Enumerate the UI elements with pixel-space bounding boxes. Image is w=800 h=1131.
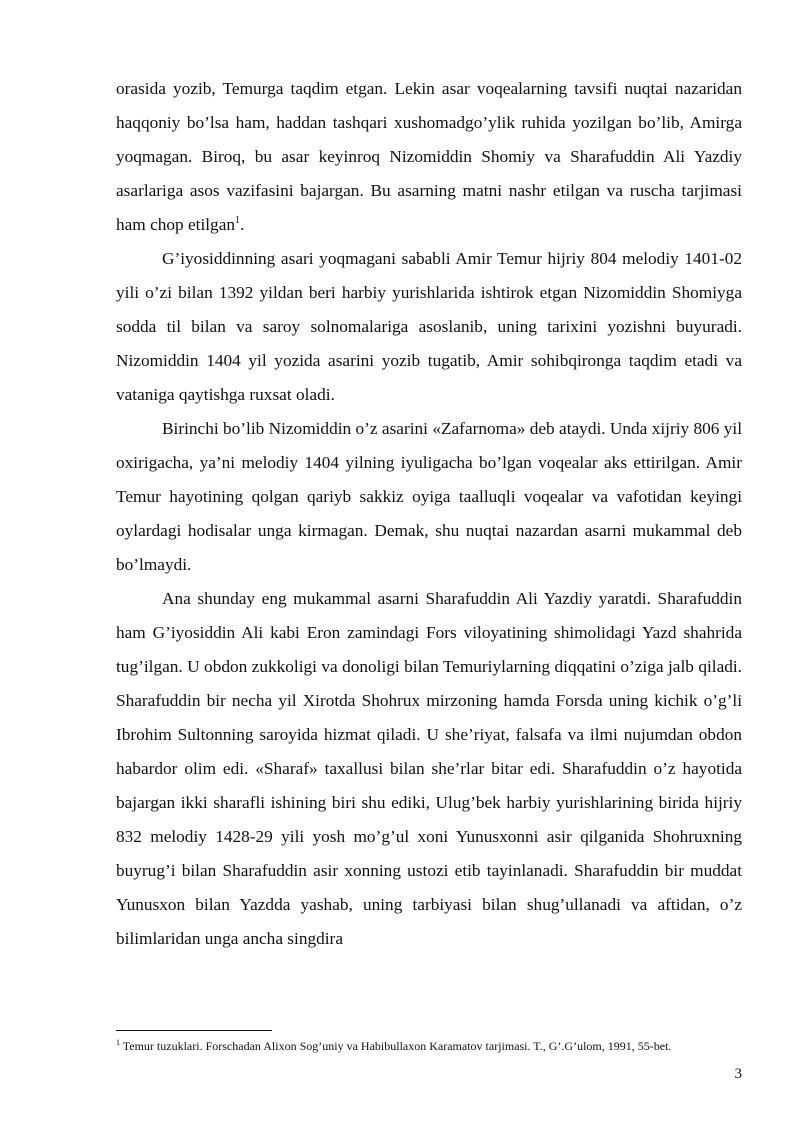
paragraph-1-end: . xyxy=(240,215,245,234)
paragraph-1 xyxy=(116,72,742,242)
paragraph-3: Birinchi bo’lib Nizomiddin o’z asarini «Zafarnoma» deb ataydi. Unda xijriy 806 yil oxirigacha, ya’ni melodiy 1404 yilning iyuligacha bo’lgan voqealar aks ettirilgan. Amir Temur hayotining qolgan qariyb sakkiz oyiga taalluqli voqealar va vafotidan keyingi oylardagi hodisalar unga kirmagan. Demak, shu nuqtai nazardan asarni mukammal deb bo’lmaydi. xyxy=(116,419,742,574)
footnote-marker: 1 xyxy=(116,1038,120,1047)
paragraph-2: G’iyosiddinning asari yoqmagani sababli Amir Temur hijriy 804 melodiy 1401-02 yili o’zi bilan 1392 yildan beri harbiy yurishlarida ishtirok etgan Nizomiddin Shomiyga sodda til bilan va saroy solnomalariga asoslanib, uning tarixini yozishni buyuradi. Nizomiddin 1404 yil yozida asarini yozib tugatib, Amir sohibqironga taqdim etadi va vataniga qaytishga ruxsat oladi. xyxy=(116,249,742,404)
footnote-separator xyxy=(116,1030,272,1031)
paragraph-4: Ana shunday eng mukammal asarni Sharafuddin Ali Yazdiy yaratdi. Sharafuddin ham G’iyosiddin Ali kabi Eron zamindagi Fors viloyatining shimolidagi Yazd shahrida tug’ilgan. U obdon zukkoligi va donoligi bilan Temuriylarning diqqatini o’ziga jalb qiladi. Sharafuddin bir necha yil Xirotda Shohrux mirzoning hamda Forsda uning kichik o’g’li Ibrohim Sultonning saroyida hizmat qiladi. U she’riyat, falsafa va ilmi nujumdan obdon habardor olim edi. «Sharaf» taxallusi bilan she’rlar bitar edi. Sharafuddin o’z hayotida bajargan ikki sharafli ishining biri shu ediki, Ulug’bek harbiy yurishlarining birida hijriy 832 melodiy 1428-29 yili yosh mo’g’ul xoni Yunusxonni asir qilganida Shohruxning buyrug’i bilan Sharafuddin asir xonning ustozi etib tayinlanadi. Sharafuddin bir muddat Yunusxon bilan Yazdda yashab, uning tarbiyasi bilan shug’ullanadi va aftidan, o’z bilimlaridan unga ancha singdira xyxy=(116,589,742,948)
paragraph-1-text: orasida yozib, Temurga taqdim etgan. Lekin asar voqealarning tavsifi nuqtai nazaridan haqqoniy bo’lsa ham, haddan tashqari xushomadgo’ylik ruhida yozilgan bo’lib, Amirga yoqmagan. Biroq, bu asar keyinroq Nizomiddin Shomiy va Sharafuddin Ali Yazdiy asarlariga asos vazifasini bajargan. Bu asarning matni nashr etilgan va ruscha tarjimasi ham chop etilgan xyxy=(116,79,742,234)
footnote-text: Temur tuzuklari. Forschadan Alixon Sog’uniy va Habibullaxon Karamatov tarjimasi. T., G’.G’ulom, 1991, 55-bet. xyxy=(120,1039,672,1053)
footnote xyxy=(116,1038,756,1054)
page-number: 3 xyxy=(734,1066,742,1082)
footnote-reference[interactable]: 1 xyxy=(235,215,241,227)
body-text xyxy=(116,72,742,956)
